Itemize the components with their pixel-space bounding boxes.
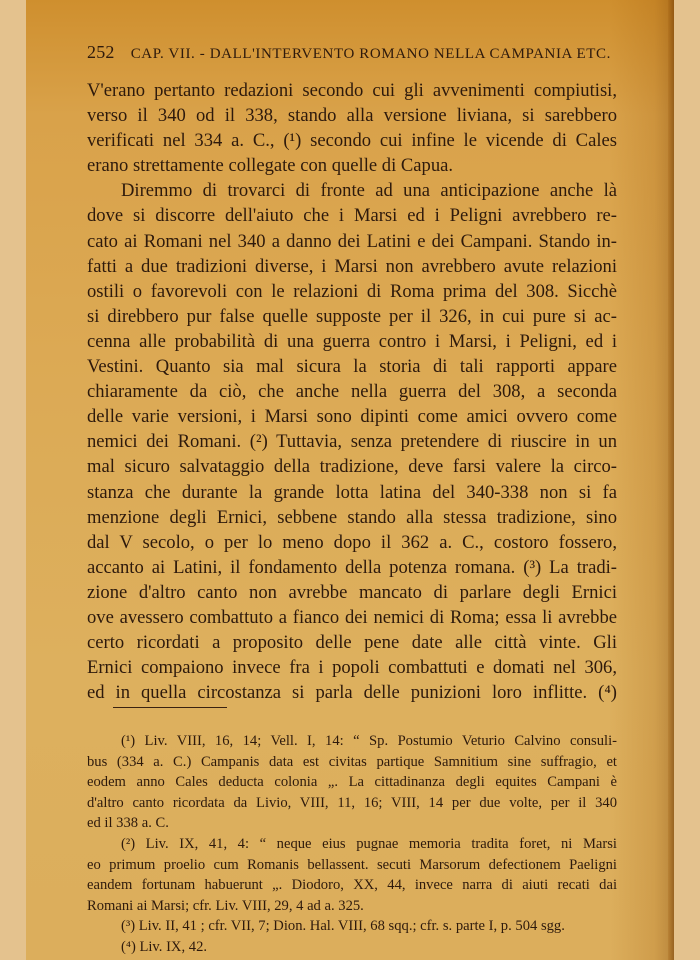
text-line: ed in quella circostanza si parla delle punizioni loro inflitte. (⁴)	[87, 682, 617, 704]
text-line: zione d'altro canto non avrebbe mancato di parlare degli Ernici	[87, 581, 617, 603]
text-line: V'erano pertanto redazioni secondo cui gli avvenimenti compiutisi,	[87, 80, 617, 101]
page-header	[87, 42, 647, 64]
text-line: dove si discorre dell'aiuto che i Marsi ed i Peligni avrebbero re-	[87, 205, 617, 227]
text-line: certo ricordati a proposito delle pene date alle città vinte. Gli	[87, 632, 617, 654]
footnote-separator	[113, 707, 227, 708]
text-line: Vestini. Quanto sia mal sicura la storia di tali rapporti appare	[87, 356, 617, 378]
footnote-line: (³) Liv. II, 41 ; cfr. VII, 7; Dion. Hal. VIII, 68 sqq.; cfr. s. parte I, p. 504 sgg.	[121, 918, 565, 935]
footnote-line: eodem anno Cales deducta colonia „. La cittadinanza degli equites Campani è	[87, 774, 617, 791]
text-line: verificati nel 334 a. C., (¹) secondo cui infine le vicende di Cales	[87, 130, 617, 152]
footnote-line: Romani ai Marsi; cfr. Liv. VIII, 29, 4 ad a. 325.	[87, 897, 364, 914]
book-page	[26, 0, 674, 960]
text-line: cato ai Romani nel 340 a danno dei Latini e dei Campani. Stando in-	[87, 230, 617, 252]
text-line: Ernici compaiono invece fra i popoli combattuti e domati nel 306,	[87, 657, 617, 679]
footnote-line: bus (334 a. C.) Campanis data est civitas partique Samnitium sine suffragio, et	[87, 753, 617, 770]
text-line: ove avessero combattuto a fianco dei nemici di Roma; essa li avrebbe	[87, 606, 617, 628]
footnote-line: d'altro canto ricordata da Livio, VIII, 11, 16; VIII, 14 per due volte, per il 340	[87, 794, 617, 811]
text-line: Diremmo di trovarci di fronte ad una anticipazione anche là	[121, 180, 617, 202]
text-line: delle varie versioni, i Marsi sono dipinti come amici ovvero come	[87, 406, 617, 428]
footnotes	[87, 731, 617, 958]
text-line: dal V secolo, o per lo meno dopo il 362 a. C., costoro fossero,	[87, 531, 617, 553]
footnote-line: eo primum proelio cum Romanis bellassent. secuti Marsorum defectionem Paeligni	[87, 856, 617, 873]
text-line: verso il 340 od il 338, stando alla versione liviana, si sarebbero	[87, 105, 617, 127]
text-line: accanto ai Latini, il fondamento della potenza romana. (³) La tradi-	[87, 556, 617, 578]
footnote-line: (⁴) Liv. IX, 42.	[121, 938, 208, 955]
page-number: 252	[87, 42, 115, 62]
text-line: mal sicuro salvataggio della tradizione, deve farsi valere la circo-	[87, 456, 617, 478]
text-line: erano strettamente collegate con quelle di Capua.	[87, 155, 454, 177]
text-line: nemici dei Romani. (²) Tuttavia, senza pretendere di riuscire in un	[87, 431, 617, 453]
text-line: stanza che durante la grande lotta latina del 340-338 non si fa	[87, 481, 617, 503]
text-line: chiaramente da ciò, che anche nella guerra del 308, a seconda	[87, 381, 617, 403]
footnote-line: (¹) Liv. VIII, 16, 14; Vell. I, 14: “ Sp. Postumio Veturio Calvino consuli-	[121, 733, 617, 749]
footnote-line: eandem fortunam habuerunt „. Diodoro, XX, 44, invece narra di aiuti recati dai	[87, 877, 617, 894]
footnote-line: (²) Liv. IX, 41, 4: “ neque eius pugnae memoria tradita foret, ni Marsi	[121, 835, 617, 852]
main-text	[87, 78, 617, 705]
running-head: CAP. VII. - DALL'INTERVENTO ROMANO NELLA CAMPANIA ETC.	[130, 46, 611, 62]
text-line: si direbbero pur false quelle supposte per il 326, in cui pure si ac-	[87, 305, 617, 327]
text-line: cenna alle probabilità di una guerra contro i Marsi, i Peligni, ed i	[87, 330, 617, 352]
footnote-line: ed il 338 a. C.	[87, 815, 169, 832]
text-line: menzione degli Ernici, sebbene stando alla stessa tradizione, sino	[87, 506, 617, 528]
text-line: fatti a due tradizioni diverse, i Marsi non avrebbero avute relazioni	[87, 255, 617, 277]
text-line: ostili o favorevoli con le relazioni di Roma prima del 308. Sicchè	[87, 280, 617, 302]
